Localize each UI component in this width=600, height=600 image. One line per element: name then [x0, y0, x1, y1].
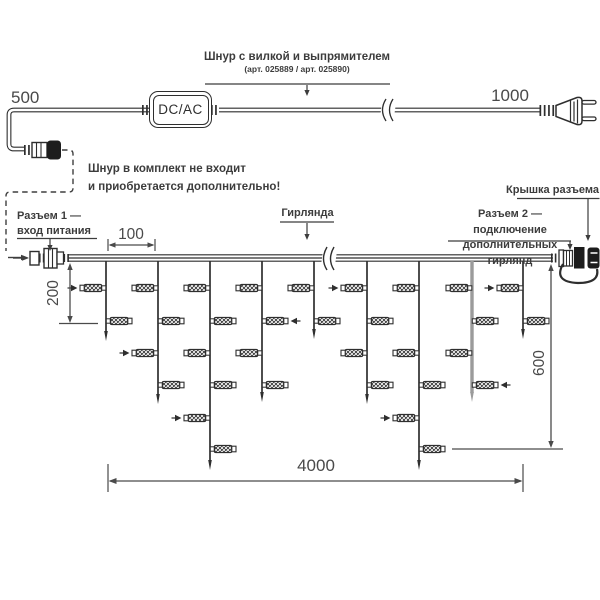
drop-tip [312, 329, 316, 339]
bulb [501, 284, 519, 291]
connector1-line1: Разъем 1 — [17, 210, 81, 222]
connector1-line2: вход питания [17, 225, 91, 237]
bulb [188, 414, 206, 421]
bulb-cap [232, 446, 236, 452]
bulb [240, 349, 258, 356]
bulb-cap [336, 318, 340, 324]
note-line2: и приобретается дополнительно! [88, 181, 281, 193]
connector-cap [588, 248, 600, 269]
bulb-cap [497, 285, 501, 291]
bulb-pointer [71, 285, 77, 291]
drop-tip [521, 329, 525, 339]
bulb [136, 284, 154, 291]
wire-break [320, 244, 338, 272]
connector1-label [17, 209, 91, 239]
bulb-cap [184, 285, 188, 291]
bulb [423, 445, 441, 452]
drop-tip [156, 394, 160, 404]
bulb-pointer [384, 415, 390, 421]
leader-cord-label [205, 84, 390, 96]
bulb-cap [393, 415, 397, 421]
bulb [292, 284, 310, 291]
bulb-cap [184, 415, 188, 421]
bulb-cap [288, 285, 292, 291]
bulb-cap [393, 285, 397, 291]
bulb-pointer [332, 285, 338, 291]
bulb-pointer [123, 350, 129, 356]
bulb-cap [284, 318, 288, 324]
bulb-cap [132, 350, 136, 356]
bulb-cap [232, 382, 236, 388]
dim-100-label: 100 [118, 226, 144, 243]
bulb-cap [441, 382, 445, 388]
bulb [476, 381, 494, 388]
drop-tip [470, 392, 474, 402]
bulb-cap [341, 285, 345, 291]
bulb-cap [128, 318, 132, 324]
dim-600-label: 600 [531, 350, 548, 376]
cap-label: Крышка разъема [506, 184, 599, 196]
bulb [188, 349, 206, 356]
bulb-cap [180, 318, 184, 324]
drop-tip [365, 394, 369, 404]
leader-garland-label [280, 222, 334, 240]
dim-1000-label: 1000 [491, 86, 529, 105]
bulb-cap [184, 350, 188, 356]
cord-label-articles: (арт. 025889 / арт. 025890) [244, 64, 350, 74]
drop-tip [208, 460, 212, 470]
bulb [450, 284, 468, 291]
note-line1: Шнур в комплект не входит [88, 163, 246, 175]
bulb-pointer [291, 318, 297, 324]
bulb [188, 284, 206, 291]
bulb [266, 317, 284, 324]
garland-drops [68, 261, 550, 470]
mains-plug [540, 97, 597, 124]
bulb [110, 317, 128, 324]
bulb [345, 284, 363, 291]
bulb [214, 381, 232, 388]
bulb [397, 284, 415, 291]
connector2-label [446, 207, 574, 269]
bulb-cap [132, 285, 136, 291]
bulb-cap [236, 350, 240, 356]
bulb [214, 445, 232, 452]
bulb [450, 349, 468, 356]
bulb [423, 381, 441, 388]
dc-ac-adapter [149, 91, 212, 128]
bulb-pointer [488, 285, 494, 291]
bulb-cap [389, 318, 393, 324]
bulb [136, 349, 154, 356]
drop-tip [417, 460, 421, 470]
note-text [88, 160, 280, 196]
connector2-line1: Разъем 2 — подключение [473, 208, 547, 236]
power-cord-left [9, 110, 149, 149]
bulb [84, 284, 102, 291]
bulb [371, 317, 389, 324]
cord-label-title: Шнур с вилкой и выпрямителем [203, 51, 391, 63]
dim-500-label: 500 [11, 88, 40, 107]
dim-4000-label: 4000 [297, 456, 335, 475]
adapter-label: DC/AC [158, 102, 203, 117]
cord-label [202, 50, 392, 75]
bulb [527, 317, 545, 324]
bulb [397, 414, 415, 421]
bulb [162, 381, 180, 388]
bulb [371, 381, 389, 388]
bulb-cap [441, 446, 445, 452]
bulb [318, 317, 336, 324]
bulb [266, 381, 284, 388]
bulb [240, 284, 258, 291]
spare-connector [24, 141, 61, 160]
bulb-cap [494, 382, 498, 388]
bulb-cap [180, 382, 184, 388]
bulb [162, 317, 180, 324]
bulb-cap [446, 350, 450, 356]
connector2-line2: дополнительных гирлянд [462, 239, 558, 267]
drop-tip [260, 392, 264, 402]
bulb-cap [446, 285, 450, 291]
drop-tip [104, 331, 108, 341]
dim-200 [59, 263, 98, 324]
bulb-cap [494, 318, 498, 324]
bulb-pointer [175, 415, 181, 421]
bulb [345, 349, 363, 356]
bulb-cap [393, 350, 397, 356]
bulb [214, 317, 232, 324]
bulb-cap [80, 285, 84, 291]
bulb-cap [284, 382, 288, 388]
bulb-cap [236, 285, 240, 291]
bulb-cap [232, 318, 236, 324]
bulb-pointer [501, 382, 507, 388]
dim-200-label: 200 [45, 280, 62, 306]
bulb-cap [389, 382, 393, 388]
bulb-cap [545, 318, 549, 324]
bulb [397, 349, 415, 356]
bulb-cap [341, 350, 345, 356]
bulb [476, 317, 494, 324]
garland-label: Гирлянда [281, 207, 334, 219]
